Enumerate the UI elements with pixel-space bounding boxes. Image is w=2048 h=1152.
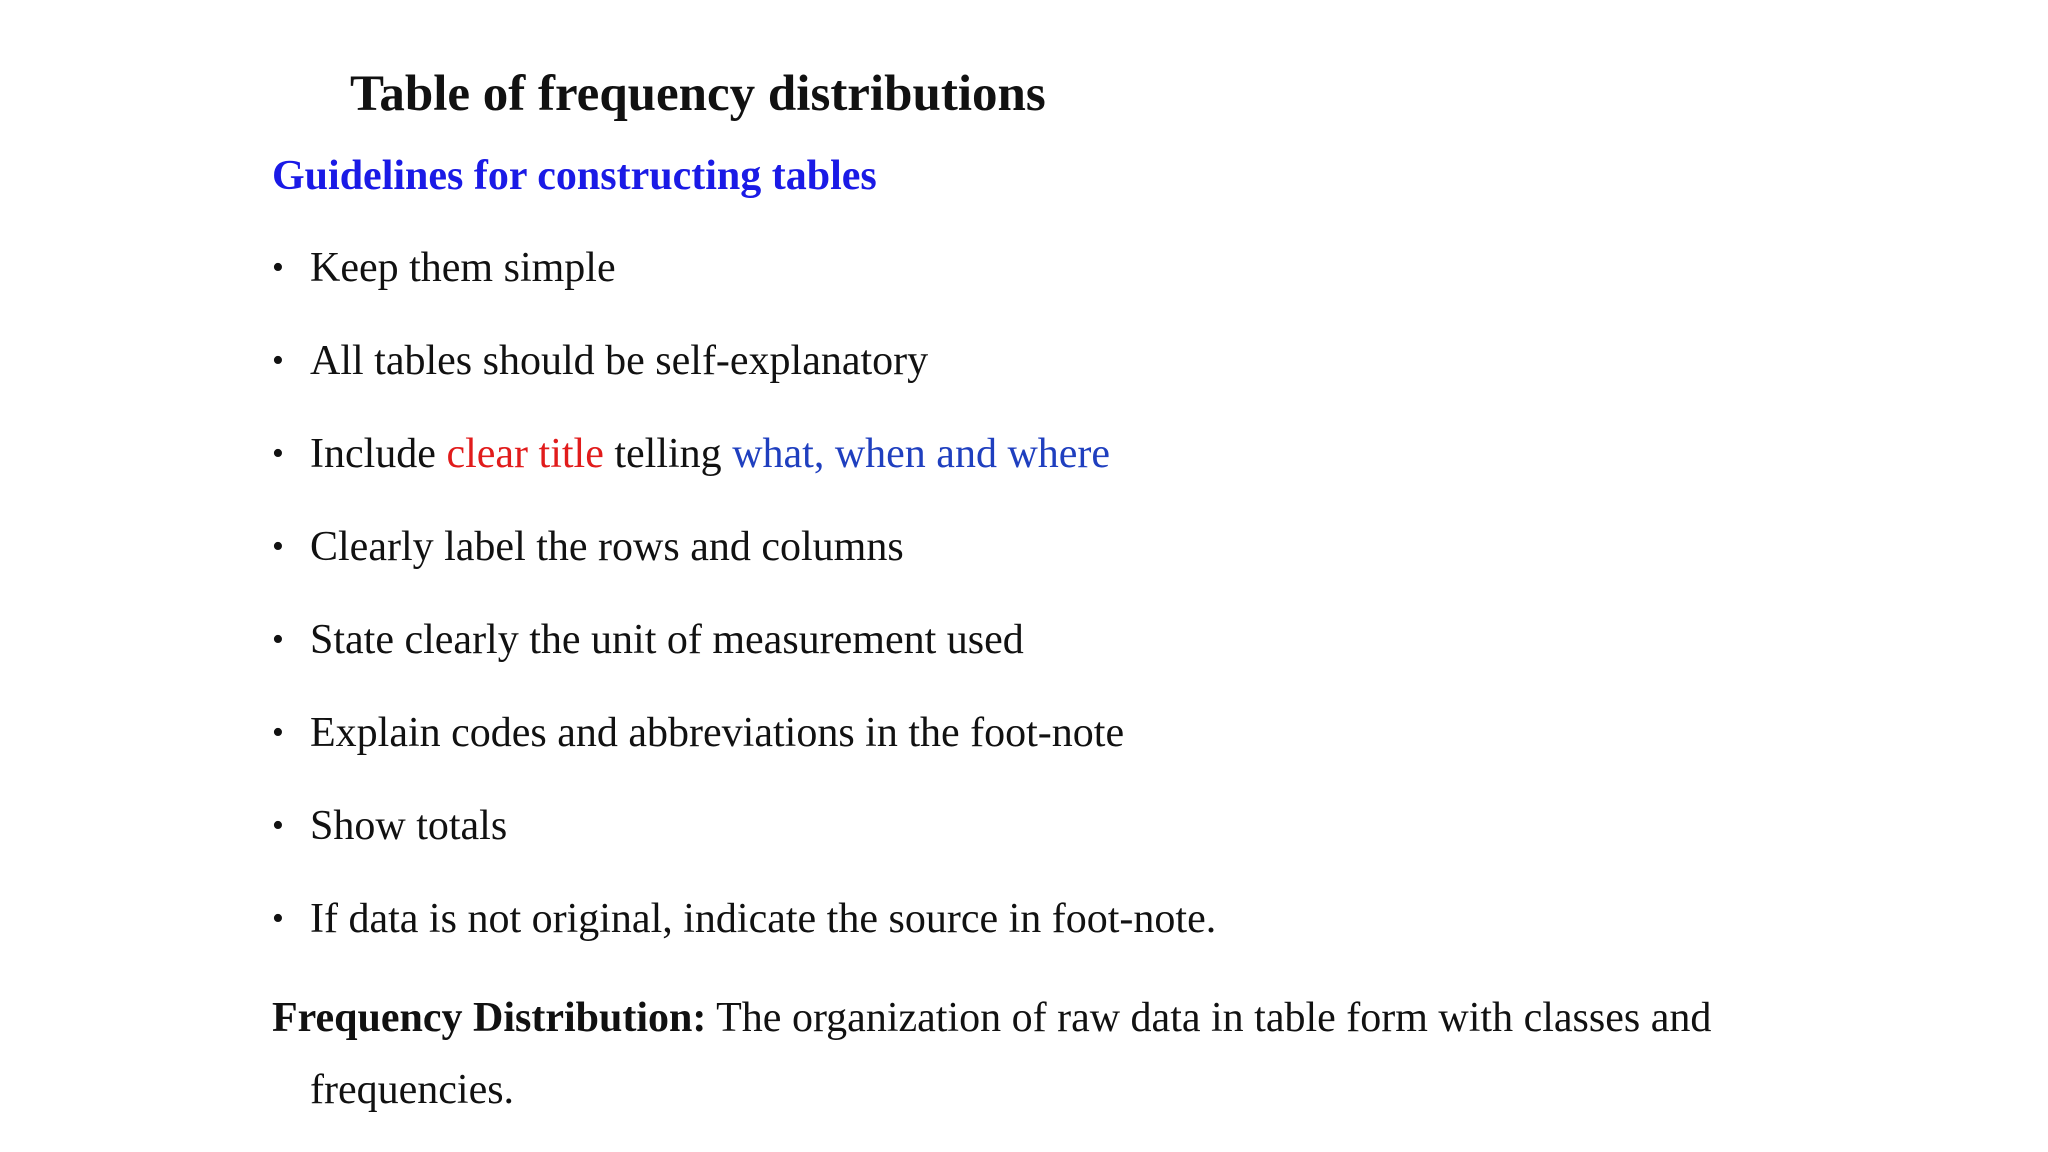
bullet-text-segment: telling [603,431,733,477]
bullet-icon: • [272,342,284,379]
bullet-text-segment: Include [310,431,447,477]
bullet-icon: • [272,807,284,844]
bullet-icon: • [272,435,284,472]
bullet-text: Explain codes and abbreviations in the foot-note [310,710,1125,756]
bullet-icon: • [272,621,284,658]
slide-title: Table of frequency distributions [350,66,1046,122]
bullet-icon: • [272,714,284,751]
bullet-text [310,422,1110,486]
bullet-text: Clearly label the rows and columns [310,524,904,570]
bullet-text: If data is not original, indicate the source in foot-note. [310,896,1217,942]
bullet-icon: • [272,528,284,565]
bullet-text: Show totals [310,803,508,849]
bullet-text: All tables should be self-explanatory [310,338,929,384]
section-heading: Guidelines for constructing tables [272,153,877,199]
bullet-icon: • [272,900,284,937]
definition-paragraph [272,982,1830,1126]
bullet-text: State clearly the unit of measurement used [310,617,1024,663]
highlight-red-text: clear title [446,431,604,477]
bullet-icon: • [272,249,284,286]
definition-text: The organization of raw data in table form with classes and frequencies. [310,995,1712,1113]
bullet-text: Keep them simple [310,245,616,291]
highlight-blue-text: what, when and where [732,431,1111,477]
definition-term: Frequency Distribution: [272,995,707,1041]
